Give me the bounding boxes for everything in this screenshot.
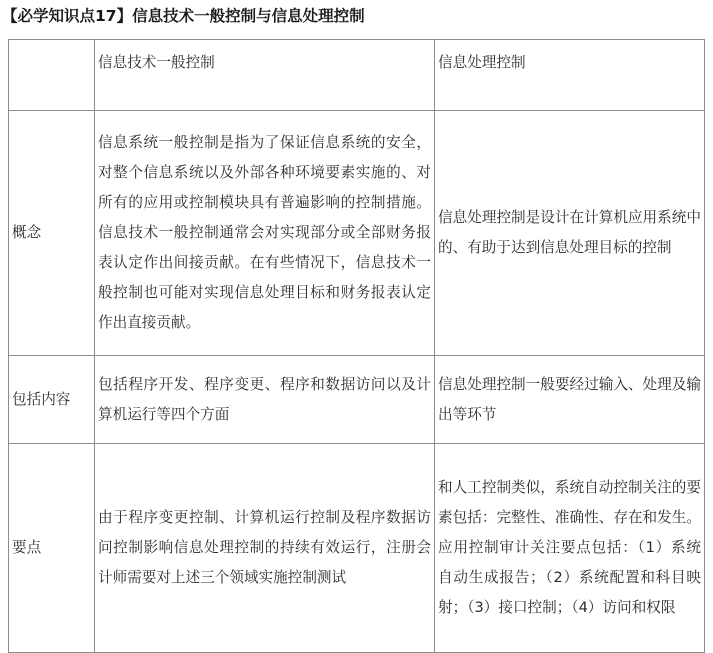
row-label-keypoints: 要点 — [9, 444, 95, 653]
header-processing-control: 信息处理控制 — [435, 40, 705, 111]
cell-content-general: 包括程序开发、程序变更、程序和数据访问以及计算机运行等四个方面 — [95, 356, 435, 444]
cell-content-processing: 信息处理控制一般要经过输入、处理及输出等环节 — [435, 356, 705, 444]
cell-keypoints-processing: 和人工控制类似，系统自动控制关注的要素包括：完整性、准确性、存在和发生。应用控制审计关注要点包括：（1）系统自动生成报告；（2）系统配置和科目映射；（3）接口控制；（4）访问和权限 — [435, 444, 705, 653]
cell-keypoints-general: 由于程序变更控制、计算机运行控制及程序数据访问控制影响信息处理控制的持续有效运行，注册会计师需要对上述三个领域实施控制测试 — [95, 444, 435, 653]
row-label-concept: 概念 — [9, 111, 95, 356]
header-empty-cell — [9, 40, 95, 111]
page-title: 【必学知识点17】信息技术一般控制与信息处理控制 — [2, 7, 365, 25]
cell-concept-processing: 信息处理控制是设计在计算机应用系统中的、有助于达到信息处理目标的控制 — [435, 111, 705, 356]
table-row-keypoints — [9, 444, 705, 653]
table-row-content — [9, 356, 705, 444]
table-row-concept — [9, 111, 705, 356]
header-general-control: 信息技术一般控制 — [95, 40, 435, 111]
comparison-table — [8, 39, 705, 653]
cell-concept-general: 信息系统一般控制是指为了保证信息系统的安全，对整个信息系统以及外部各种环境要素实施的、对所有的应用或控制模块具有普遍影响的控制措施。信息技术一般控制通常会对实现部分或全部财务报表认定作出间接贡献。在有些情况下，信息技术一般控制也可能对实现信息处理目标和财务报表认定作出直接贡献。 — [95, 111, 435, 356]
row-label-content: 包括内容 — [9, 356, 95, 444]
table-header-row — [9, 40, 705, 111]
